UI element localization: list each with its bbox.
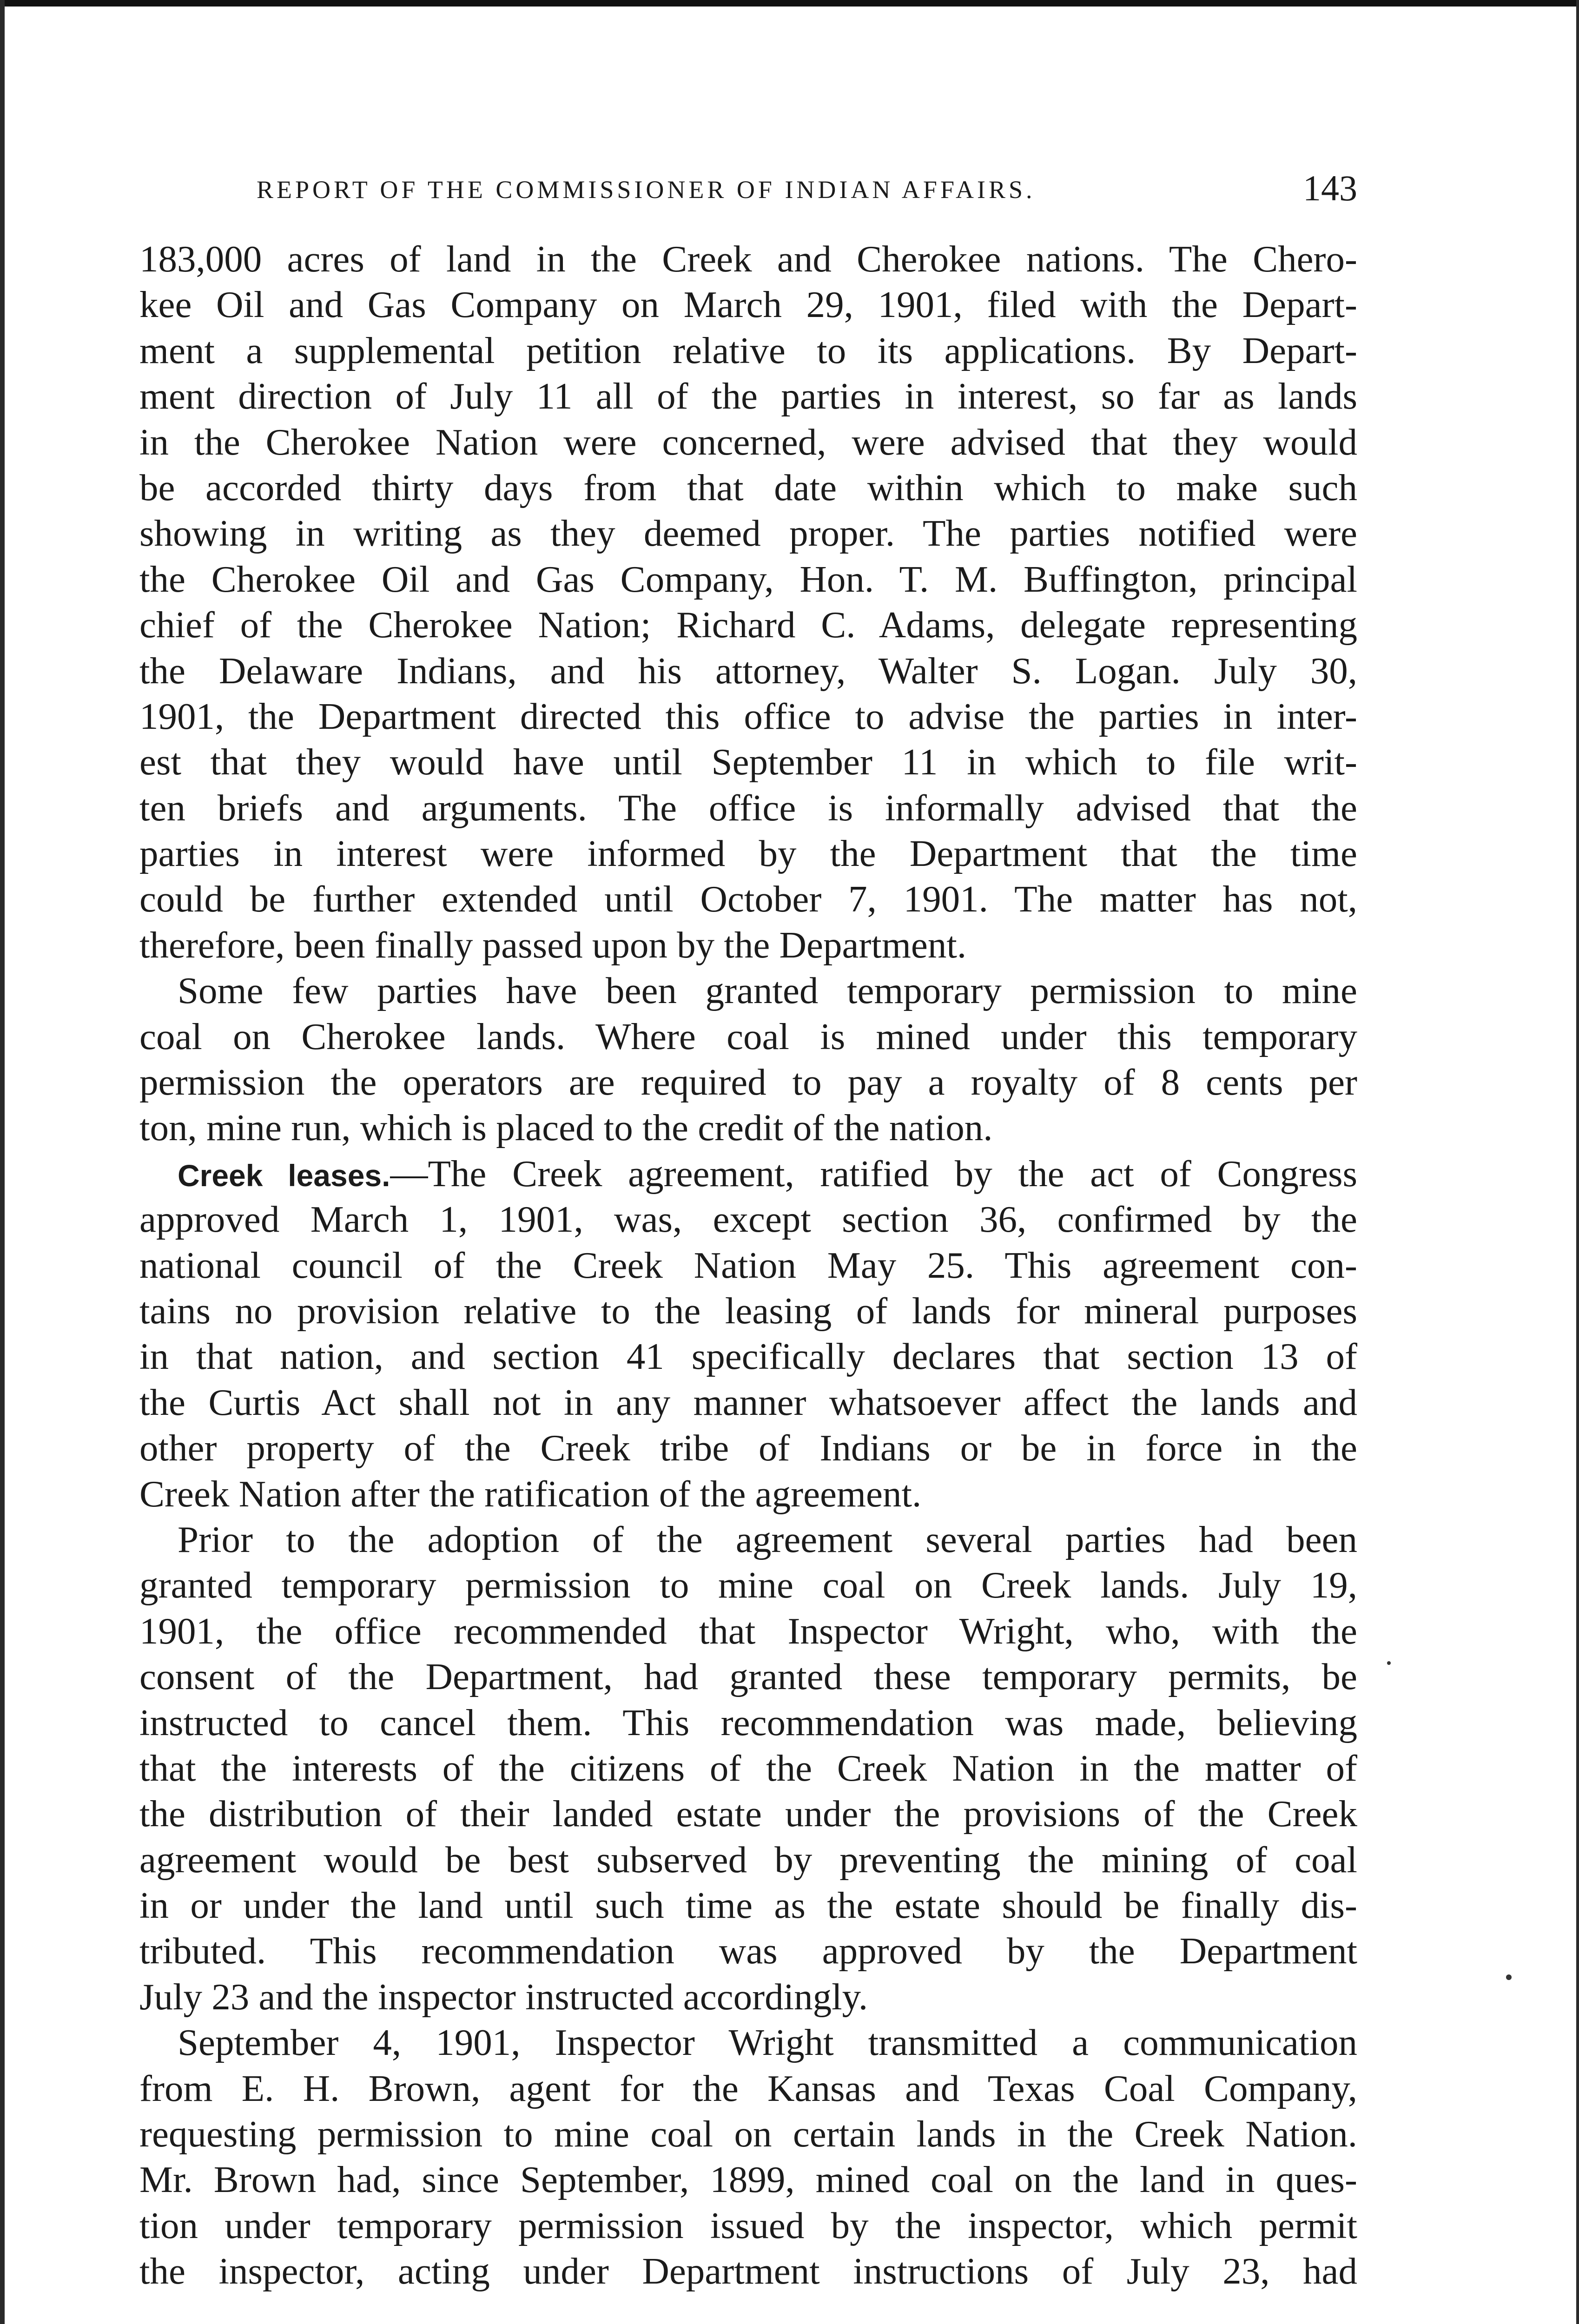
margin-speck	[1506, 1974, 1512, 1980]
text-line: approved March 1, 1901, was, except section 36, confirmed by the	[139, 1198, 1357, 1241]
running-head	[138, 167, 1357, 214]
text-line: consent of the Department, had granted these temporary permits, be	[139, 1656, 1357, 1698]
text-line: chief of the Cherokee Nation; Richard C. Adams, delegate representing	[139, 604, 1357, 646]
text-line: agreement would be best subserved by preventing the mining of coal	[139, 1838, 1357, 1881]
text-line: the distribution of their landed estate under the provisions of the Creek	[139, 1793, 1357, 1835]
text-line: other property of the Creek tribe of Indians or be in force in the	[139, 1427, 1357, 1469]
text-line: ton, mine run, which is placed to the credit of the nation.	[139, 1107, 993, 1149]
text-line: the Curtis Act shall not in any manner whatsoever affect the lands and	[139, 1381, 1357, 1423]
scan-border-left	[0, 0, 5, 2324]
body-text	[139, 236, 1357, 2294]
text-line: coal on Cherokee lands. Where coal is mined under this temporary	[139, 1015, 1357, 1057]
text-line: July 23 and the inspector instructed accordingly.	[139, 1975, 868, 2018]
text-line: national council of the Creek Nation May 25. This agreement con-	[139, 1244, 1357, 1286]
text-line: 183,000 acres of land in the Creek and Cherokee nations. The Chero-	[139, 238, 1357, 280]
text-line: the Cherokee Oil and Gas Company, Hon. T. M. Buffington, principal	[139, 558, 1357, 600]
running-title: REPORT OF THE COMMISSIONER OF INDIAN AFFAIRS.	[257, 176, 1036, 204]
text-line: therefore, been finally passed upon by the Department.	[139, 924, 967, 966]
text-line: Creek Nation after the ratification of the agreement.	[139, 1472, 922, 1515]
text-line: the Delaware Indians, and his attorney, Walter S. Logan. July 30,	[139, 649, 1357, 692]
scan-border-right	[1576, 0, 1579, 2324]
margin-speck	[1387, 1661, 1391, 1665]
page-number: 143	[1303, 168, 1357, 208]
text-line: from E. H. Brown, agent for the Kansas and Texas Coal Company,	[139, 2067, 1357, 2109]
text-line: in that nation, and section 41 specifically declares that section 13 of	[139, 1335, 1357, 1378]
text-line: est that they would have until September 11 in which to file writ-	[139, 741, 1357, 783]
text-line: ment a supplemental petition relative to its applications. By Depart-	[139, 329, 1357, 371]
text-line: Some few parties have been granted temporary permission to mine	[178, 970, 1357, 1012]
text-line: ment direction of July 11 all of the parties in interest, so far as lands	[139, 375, 1357, 417]
text-line: could be further extended until October 7, 1901. The matter has not,	[139, 878, 1357, 920]
side-heading-creek-leases: Creek leases.	[178, 1158, 390, 1193]
text-line: granted temporary permission to mine coal on Creek lands. July 19,	[139, 1564, 1357, 1606]
text-line: in or under the land until such time as the estate should be finally dis-	[139, 1884, 1357, 1927]
text-line: Mr. Brown had, since September, 1899, mined coal on the land in ques-	[139, 2159, 1357, 2201]
text-line: in the Cherokee Nation were concerned, were advised that they would	[139, 421, 1357, 463]
text-line: showing in writing as they deemed proper. The parties notified were	[139, 512, 1357, 555]
text-line: parties in interest were informed by the Department that the time	[139, 832, 1357, 875]
text-line: ten briefs and arguments. The office is informally advised that the	[139, 786, 1357, 829]
text-line: tion under temporary permission issued by the inspector, which permit	[139, 2204, 1357, 2246]
text-line: be accorded thirty days from that date within which to make such	[139, 466, 1357, 508]
text-line-with-heading	[139, 1151, 1357, 1196]
text-line: the inspector, acting under Department instructions of July 23, had	[139, 2250, 1357, 2292]
text-line: tributed. This recommendation was approved by the Department	[139, 1930, 1357, 1972]
text-line: September 4, 1901, Inspector Wright transmitted a communication	[178, 2021, 1357, 2064]
text-line: 1901, the office recommended that Inspector Wright, who, with the	[139, 1610, 1357, 1652]
text-line: kee Oil and Gas Company on March 29, 1901, filed with the Depart-	[139, 284, 1357, 326]
scan-border-top	[0, 0, 1579, 7]
text-line: permission the operators are required to pay a royalty of 8 cents per	[139, 1061, 1357, 1103]
text-line: 1901, the Department directed this office to advise the parties in inter-	[139, 695, 1357, 737]
text-line: requesting permission to mine coal on certain lands in the Creek Nation.	[139, 2113, 1357, 2155]
text-line: tains no provision relative to the leasing of lands for mineral purposes	[139, 1289, 1357, 1332]
text-fragment: —The Creek agreement, ratified by the act of Congress	[390, 1152, 1357, 1195]
text-line: that the interests of the citizens of the Creek Nation in the matter of	[139, 1747, 1357, 1789]
text-line: Prior to the adoption of the agreement several parties had been	[178, 1518, 1357, 1560]
text-line: instructed to cancel them. This recommendation was made, believing	[139, 1701, 1357, 1743]
